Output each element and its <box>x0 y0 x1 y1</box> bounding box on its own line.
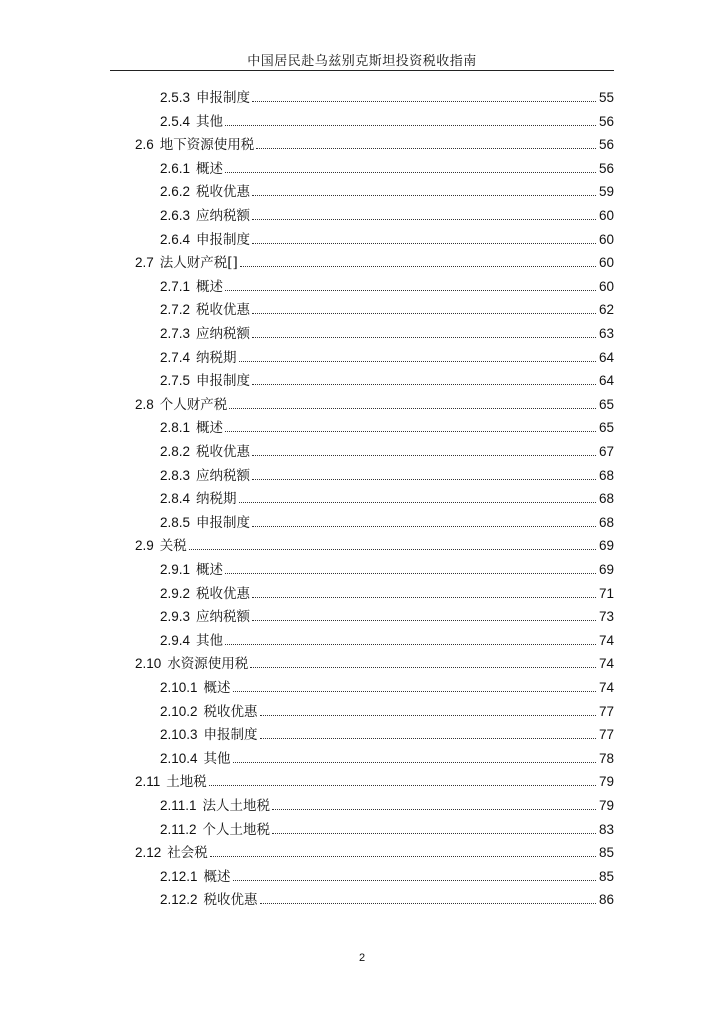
toc-dot-leader <box>252 194 596 196</box>
toc-entry-title: 概述 <box>203 680 231 696</box>
toc-entry-number: 2.7.3 <box>160 326 191 341</box>
toc-dot-leader <box>252 218 596 220</box>
toc-dot-leader <box>229 407 596 409</box>
toc-entry[interactable] <box>160 230 614 250</box>
toc-entry-title: 概述 <box>196 278 224 295</box>
toc-entry-page: 67 <box>598 444 614 459</box>
toc-entry-title: 地下资源使用税 <box>159 137 255 154</box>
toc-entry-page: 79 <box>598 774 614 790</box>
toc-dot-leader <box>210 855 596 857</box>
toc-entry-title: 关税 <box>159 538 187 555</box>
toc-entry-number: 2.8.2 <box>160 444 191 459</box>
toc-entry-page: 86 <box>598 892 614 908</box>
toc-dot-leader <box>239 501 596 503</box>
toc-entry-page: 62 <box>598 302 614 318</box>
toc-entry-title: 申报制度 <box>196 514 251 531</box>
toc-dot-leader <box>239 360 596 362</box>
toc-dot-leader <box>252 596 596 598</box>
toc-entry[interactable] <box>160 513 614 533</box>
toc-entry[interactable] <box>160 88 614 108</box>
toc-dot-leader <box>272 808 596 810</box>
toc-entry-number: 2.7.1 <box>160 278 191 294</box>
toc-entry-page: 64 <box>598 349 614 365</box>
toc-entry[interactable] <box>160 112 614 132</box>
toc-dot-leader <box>252 454 596 456</box>
toc-entry-page: 65 <box>598 420 614 436</box>
toc-dot-leader <box>240 265 596 267</box>
toc-entry-number: 2.7.5 <box>160 373 191 389</box>
toc-entry-page: 74 <box>598 680 614 695</box>
toc-dot-leader <box>209 784 596 786</box>
toc-entry-title: 其他 <box>196 113 224 130</box>
toc-entry-number: 2.5.4 <box>160 113 191 129</box>
toc-entry-number: 2.6.1 <box>160 160 191 176</box>
toc-entry[interactable] <box>160 796 614 816</box>
toc-entry-page: 68 <box>598 467 614 483</box>
toc-dot-leader <box>252 312 596 314</box>
toc-entry-number: 2.6.3 <box>160 208 191 223</box>
toc-dot-leader <box>260 737 596 739</box>
toc-entry[interactable] <box>160 371 614 391</box>
toc-entry-number: 2.8 <box>135 396 154 412</box>
toc-entry-number: 2.5.3 <box>160 90 191 105</box>
toc-dot-leader <box>252 242 596 244</box>
toc-entry-title: 税收优惠 <box>196 302 251 319</box>
toc-entry[interactable] <box>135 395 614 415</box>
toc-entry[interactable] <box>160 584 614 604</box>
page-header-title: 中国居民赴乌兹别克斯坦投资税收指南 <box>247 54 477 69</box>
toc-dot-leader <box>225 124 596 126</box>
toc-dot-leader <box>225 572 596 574</box>
toc-entry-title: 纳税期 <box>196 349 237 366</box>
toc-entry[interactable] <box>135 654 614 674</box>
toc-entry-number: 2.7 <box>135 255 154 271</box>
header-rule <box>110 70 614 71</box>
toc-entry[interactable] <box>135 772 614 792</box>
toc-entry-number: 2.10.3 <box>160 727 198 743</box>
toc-entry-number: 2.6.4 <box>160 231 191 247</box>
toc-dot-leader <box>252 478 596 480</box>
toc-entry-page: 85 <box>598 845 614 861</box>
toc-dot-leader <box>189 548 596 550</box>
toc-entry-title: 税收优惠 <box>196 444 251 460</box>
toc-entry-page: 68 <box>598 491 614 507</box>
toc-entry-page: 77 <box>598 703 614 719</box>
toc-entry-title: 申报制度 <box>196 231 251 248</box>
toc-entry[interactable] <box>160 466 614 486</box>
toc-entry[interactable] <box>135 536 614 556</box>
toc-entry-number: 2.10.1 <box>160 680 198 695</box>
toc-entry-page: 60 <box>598 278 614 294</box>
toc-entry[interactable] <box>160 820 614 840</box>
toc-entry-title: 概述 <box>203 868 231 885</box>
toc-entry[interactable] <box>160 890 614 910</box>
toc-entry[interactable] <box>135 253 614 273</box>
toc-entry-page: 59 <box>598 184 614 200</box>
toc-entry-page: 63 <box>598 326 614 341</box>
toc-entry[interactable] <box>160 442 614 462</box>
toc-entry-page: 55 <box>598 90 614 105</box>
toc-entry-page: 56 <box>598 113 614 129</box>
toc-dot-leader <box>252 336 596 338</box>
toc-entry-title: 应纳税额 <box>196 609 251 626</box>
toc-entry-number: 2.10.2 <box>160 703 198 719</box>
toc-entry-title: 个人财产税 <box>159 396 228 413</box>
toc-dot-leader <box>233 690 596 692</box>
toc-entry-title: 其他 <box>196 632 224 649</box>
toc-entry-title: 纳税期 <box>196 491 237 508</box>
toc-dot-leader <box>233 761 596 763</box>
toc-entry-title: 税收优惠 <box>196 585 251 602</box>
toc-dot-leader <box>250 666 596 668</box>
toc-entry[interactable] <box>160 749 614 769</box>
toc-dot-leader <box>225 643 596 645</box>
toc-entry-number: 2.11.2 <box>160 821 197 837</box>
toc-entry-number: 2.8.3 <box>160 467 191 483</box>
toc-entry-title: 应纳税额 <box>196 467 251 484</box>
toc-entry-number: 2.12 <box>135 845 162 861</box>
toc-entry-number: 2.9.1 <box>160 562 191 577</box>
toc-entry-page: 60 <box>598 231 614 247</box>
toc-entry-number: 2.7.2 <box>160 302 191 318</box>
toc-entry-title: 土地税 <box>166 774 207 791</box>
toc-dot-leader <box>252 619 596 621</box>
toc-entry-number: 2.7.4 <box>160 349 191 365</box>
toc-entry-title: 社会税 <box>167 845 208 862</box>
toc-entry-number: 2.8.4 <box>160 491 191 507</box>
page-number: 2 <box>358 952 366 964</box>
toc-dot-leader <box>252 100 596 102</box>
toc-entry-page: 64 <box>598 373 614 389</box>
toc-entry-number: 2.11.1 <box>160 798 197 813</box>
toc-entry-title: 概述 <box>196 562 224 578</box>
toc-dot-leader <box>233 879 596 881</box>
toc-entry[interactable] <box>160 182 614 202</box>
toc-entry-page: 79 <box>598 798 614 813</box>
toc-entry-title: 概述 <box>196 160 224 177</box>
toc-entry[interactable] <box>135 843 614 863</box>
toc-entry-number: 2.9.3 <box>160 609 191 625</box>
toc-entry-page: 85 <box>598 868 614 884</box>
toc-entry-page: 74 <box>598 632 614 648</box>
toc-entry-page: 69 <box>598 562 614 577</box>
toc-dot-leader <box>252 383 596 385</box>
toc-entry[interactable] <box>160 607 614 627</box>
toc-entry-number: 2.10.4 <box>160 750 198 766</box>
toc-entry-title: 税收优惠 <box>203 892 258 909</box>
toc-entry-number: 2.10 <box>135 656 162 672</box>
toc-dot-leader <box>225 430 596 432</box>
toc-entry[interactable] <box>160 206 614 226</box>
toc-entry[interactable] <box>160 560 614 580</box>
toc-entry-number: 2.8.5 <box>160 514 191 530</box>
toc-entry-page: 71 <box>598 585 614 601</box>
toc-entry-title: 个人土地税 <box>202 821 271 838</box>
toc-entry[interactable] <box>160 418 614 438</box>
toc-entry-number: 2.9.2 <box>160 585 191 601</box>
toc-entry-title: 其他 <box>203 750 231 767</box>
toc-entry-title: 概述 <box>196 420 224 437</box>
toc-entry-page: 83 <box>598 821 614 837</box>
toc-entry[interactable] <box>160 300 614 320</box>
toc-entry-page: 74 <box>598 656 614 672</box>
toc-entry-title: 应纳税额 <box>196 208 251 224</box>
toc-entry-number: 2.9 <box>135 538 154 554</box>
toc-entry[interactable] <box>160 277 614 297</box>
toc-entry-number: 2.6 <box>135 137 154 153</box>
toc-entry-title: 申报制度 <box>196 373 251 390</box>
toc-entry-page: 78 <box>598 750 614 766</box>
toc-entry[interactable] <box>160 867 614 887</box>
toc-entry-number: 2.12.2 <box>160 892 198 908</box>
toc-entry-page: 77 <box>598 727 614 743</box>
toc-dot-leader <box>260 902 596 904</box>
toc-entry-title: 申报制度 <box>203 727 258 744</box>
toc-dot-leader <box>225 289 596 291</box>
toc-entry-number: 2.11 <box>135 774 161 790</box>
toc-entry-page: 65 <box>598 396 614 412</box>
toc-entry-page: 60 <box>598 208 614 223</box>
toc-entry[interactable] <box>135 135 614 155</box>
toc-dot-leader <box>260 714 596 716</box>
toc-dot-leader <box>256 147 596 149</box>
toc-entry-title: 法人财产税[] <box>159 255 238 272</box>
toc-entry-title: 法人土地税 <box>202 798 271 814</box>
toc-entry[interactable] <box>160 324 614 344</box>
toc-entry-title: 税收优惠 <box>196 184 251 201</box>
toc-entry-page: 73 <box>598 609 614 625</box>
toc-entry-title: 税收优惠 <box>203 703 258 720</box>
toc-entry[interactable] <box>160 725 614 745</box>
toc-dot-leader <box>272 832 596 834</box>
toc-entry-page: 56 <box>598 137 614 153</box>
toc-entry-page: 68 <box>598 514 614 530</box>
toc-entry[interactable] <box>160 702 614 722</box>
toc-entry-page: 60 <box>598 255 614 271</box>
toc-entry[interactable] <box>160 678 614 698</box>
toc-entry[interactable] <box>160 348 614 368</box>
toc-entry-title: 水资源使用税 <box>167 656 249 673</box>
toc-entry[interactable] <box>160 489 614 509</box>
toc-entry-title: 应纳税额 <box>196 326 251 342</box>
toc-entry-title: 申报制度 <box>196 90 251 106</box>
toc-entry-number: 2.8.1 <box>160 420 191 436</box>
toc-entry-number: 2.6.2 <box>160 184 191 200</box>
toc-entry-page: 56 <box>598 160 614 176</box>
toc-entry[interactable] <box>160 631 614 651</box>
toc-dot-leader <box>225 171 596 173</box>
toc-dot-leader <box>252 525 596 527</box>
toc-entry-number: 2.9.4 <box>160 632 191 648</box>
toc-entry-number: 2.12.1 <box>160 868 198 884</box>
toc-entry-page: 69 <box>598 538 614 554</box>
toc-entry[interactable] <box>160 159 614 179</box>
